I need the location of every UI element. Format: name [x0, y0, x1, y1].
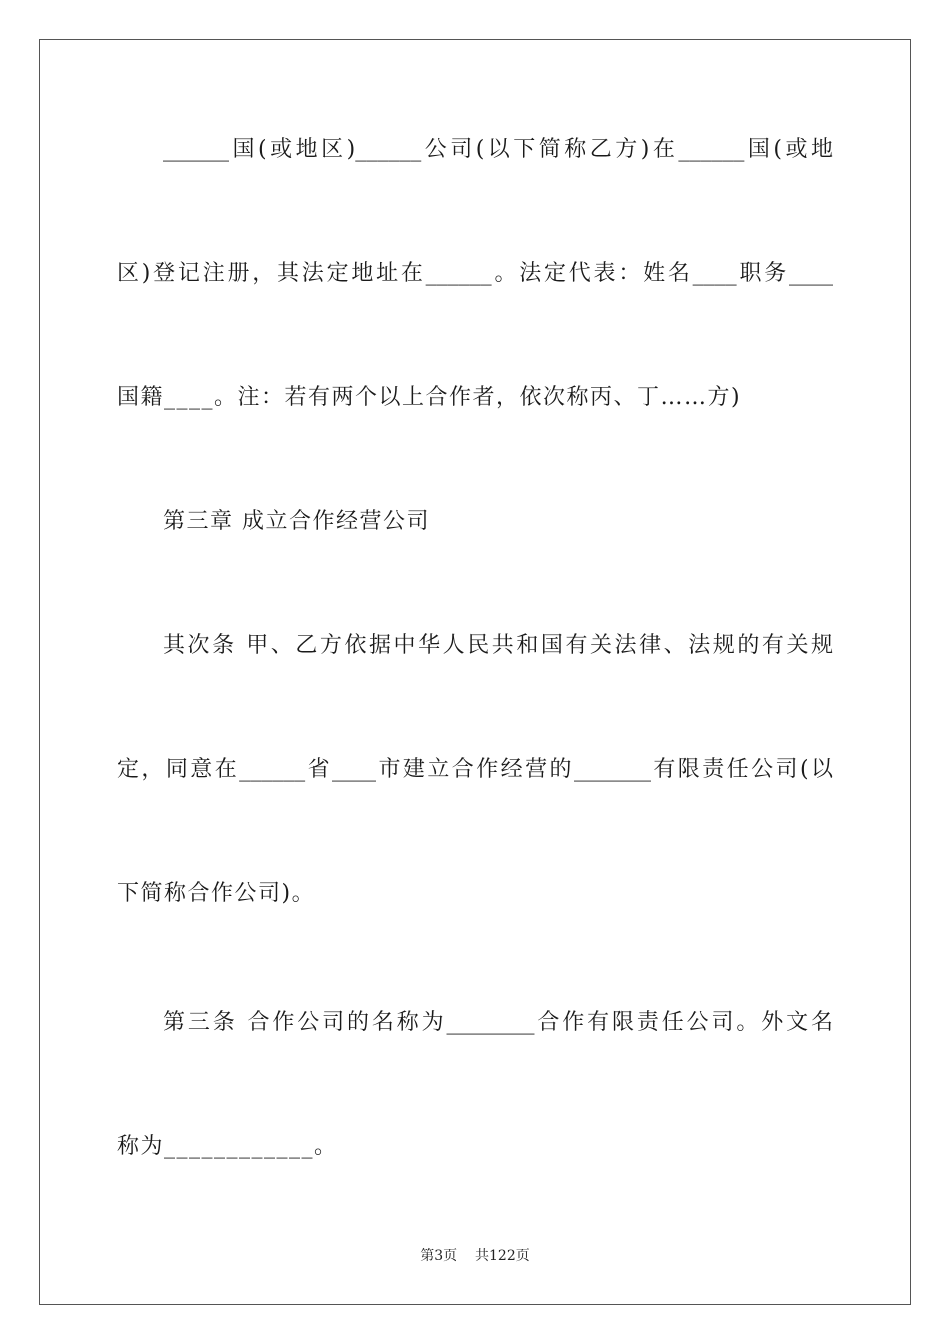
- article-2-line-2: 定，同意在______省____市建立合作经营的_______有限责任公司(以: [117, 757, 833, 782]
- paragraph-line-3: 国籍____。注：若有两个以上合作者，依次称丙、丁……方): [117, 385, 742, 410]
- article-3-line-2: 称为____________。: [117, 1134, 338, 1159]
- chapter-heading: 第三章 成立合作经营公司: [163, 509, 430, 534]
- page-footer: [0, 1247, 950, 1265]
- paragraph-line-2: 区)登记注册，其法定地址在______。法定代表：姓名____职务____: [117, 261, 833, 286]
- article-2-line-1: 其次条 甲、乙方依据中华人民共和国有关法律、法规的有关规: [163, 633, 833, 658]
- paragraph-line-1: ______国(或地区)______公司(以下简称乙方)在______国(或地: [163, 137, 833, 162]
- total-pages: 共122页: [475, 1248, 530, 1264]
- page-frame: [39, 39, 911, 1305]
- page-number: 第3页: [420, 1248, 458, 1264]
- article-2-line-3: 下简称合作公司)。: [117, 881, 316, 906]
- article-3-line-1: 第三条 合作公司的名称为________合作有限责任公司。外文名: [163, 1010, 833, 1035]
